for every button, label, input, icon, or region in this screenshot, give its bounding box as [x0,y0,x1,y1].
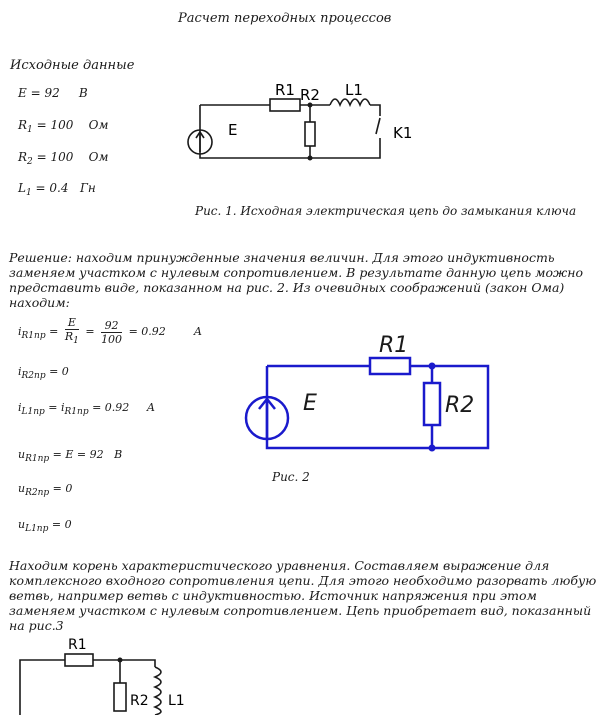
fig1-r2-label: R2 [300,86,320,104]
fig1-l1-label: L1 [345,81,363,99]
fig2-r2-label: R2 [445,393,475,418]
given-heading: Исходные данные [10,58,135,73]
formula-u-r1: $u_{R1пр} = E = 92$ В [18,448,123,464]
formula-i-r2: $i_{R2пр} = 0$ [18,365,69,381]
formula-u-l1: $u_{L1пр} = 0$ [18,518,72,534]
formula-u-r2: $u_{R2пр} = 0$ [18,482,73,498]
circuit-fig3 [10,633,200,715]
given-item-l1: $L_1 = 0.4$ Гн [18,181,96,198]
given-item-r1: $R_1 = 100$ Ом [18,118,109,135]
page-title: Расчет переходных процессов [178,11,392,26]
given-item-r2: $R_2 = 100$ Ом [18,150,109,167]
fig1-r1-label: R1 [275,81,295,99]
circuit-fig2 [235,328,500,453]
fig1-caption: Рис. 1. Исходная электрическая цепь до замыкания ключа [195,204,577,218]
fig2-caption: Рис. 2 [272,470,310,484]
solution-paragraph: Решение: находим принужденные значения величин. Для этого индуктивность заменяем участком с нулевым сопротивлением. В результате данную цепь можно представить виде, показанном на рис. 2. Из очевидных соображений (закон Ома) находим: [9,250,583,310]
fig2-e-label: E [303,391,317,416]
given-item-e: E = 92 В [18,86,88,100]
formula-i-l1: $i_{L1пр} = i_{R1пр} = 0.92$ А [18,401,156,417]
fig3-r1-label: R1 [68,637,87,653]
characteristic-paragraph: Находим корень характеристического уравнения. Составляем выражение для комплексного входного сопротивления цепи. Для этого необходимо разорвать любую ветвь, например ветвь с индуктивностью. Источник напряжения при этом заменяем участком с нулевым сопротивлением. Цепь приобретает вид, показанный на рис.3 [9,558,597,633]
fig2-r1-label: R1 [379,333,409,358]
fig1-e-label: E [228,121,238,139]
circuit-fig1 [180,78,420,170]
formula-i-r1: $i_{R1пр}$ = $\frac{E}{R_1}$ = $\frac{92}{100}$ = 0.92 А [18,316,203,346]
fig3-l1-label: L1 [168,693,185,709]
fig1-k1-label: K1 [393,124,413,142]
fig3-r2-label: R2 [130,693,149,709]
